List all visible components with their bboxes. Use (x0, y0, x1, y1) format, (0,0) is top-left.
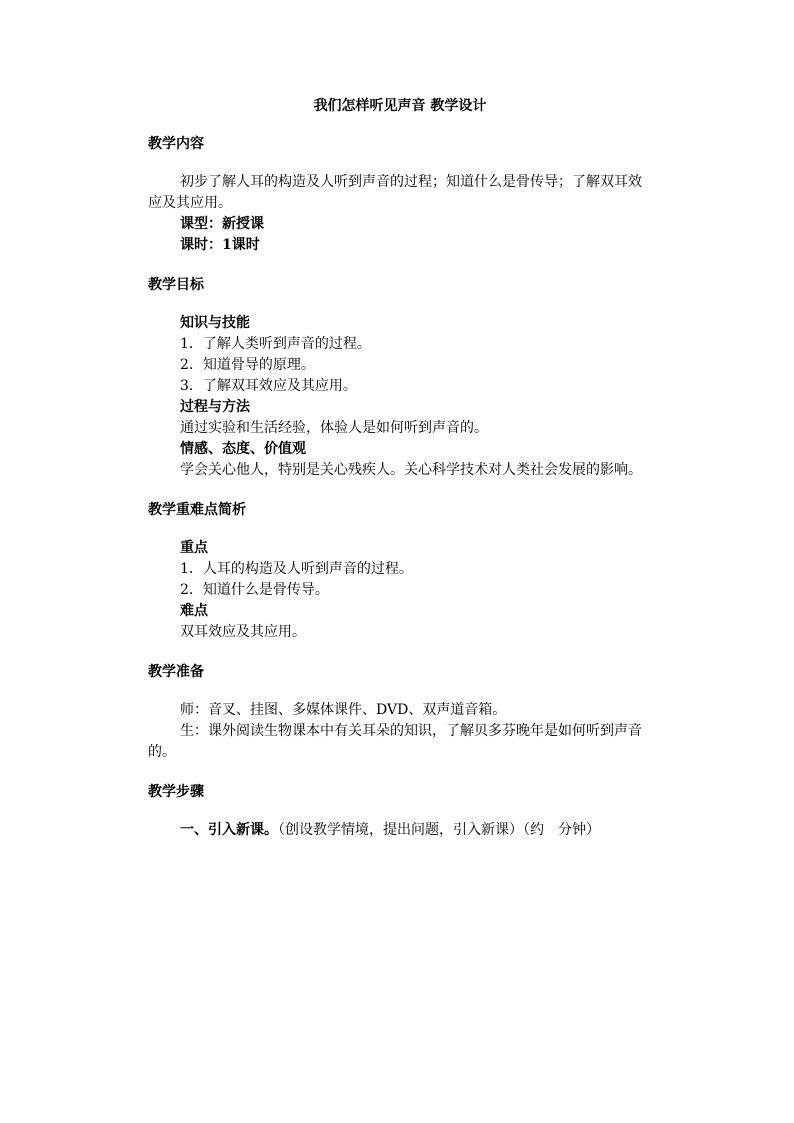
step-1-note: （创设教学情境，提出问题，引入新课）（约 分钟） (278, 822, 600, 838)
teacher-preparation: 师：音叉、挂图、多媒体课件、DVD、双声道音箱。 (180, 702, 507, 718)
knowledge-item: 3．了解双耳效应及其应用。 (180, 378, 357, 394)
document-page (148, 96, 652, 841)
focus-item: 1．人耳的构造及人听到声音的过程。 (180, 561, 413, 577)
difficulty-text: 双耳效应及其应用。 (180, 624, 306, 640)
emotion-text: 学会关心他人，特别是关心残疾人。关心科学技术对人类社会发展的影响。 (180, 462, 642, 478)
lesson-hours: 课时：1课时 (180, 237, 260, 253)
knowledge-item: 2．知道骨导的原理。 (180, 357, 315, 373)
focus-item: 2．知道什么是骨传导。 (180, 582, 329, 598)
section-heading-key-points: 教学重难点简析 (148, 502, 246, 518)
student-preparation: 生：课外阅读生物课本中有关耳朵的知识，了解贝多芬晚年是如何听到声音的。 (148, 723, 642, 760)
knowledge-heading: 知识与技能 (180, 315, 250, 331)
emotion-heading: 情感、态度、价值观 (180, 441, 306, 457)
focus-heading: 重点 (180, 540, 208, 556)
content-paragraph: 初步了解人耳的构造及人听到声音的过程；知道什么是骨传导；了解双耳效应及其应用。 (148, 174, 642, 211)
step-1-title: 一、引入新课。 (180, 822, 278, 838)
step-1 (148, 820, 652, 841)
process-text: 通过实验和生活经验，体验人是如何听到声音的。 (180, 420, 488, 436)
lesson-type: 课型：新授课 (180, 216, 264, 232)
difficulty-heading: 难点 (180, 603, 208, 619)
process-heading: 过程与方法 (180, 399, 250, 415)
document-title: 我们怎样听见声音 教学设计 (313, 98, 487, 114)
section-heading-preparation: 教学准备 (148, 664, 204, 680)
section-heading-goals: 教学目标 (148, 277, 204, 293)
section-heading-steps: 教学步骤 (148, 784, 204, 800)
section-heading-content: 教学内容 (148, 136, 204, 152)
knowledge-item: 1．了解人类听到声音的过程。 (180, 336, 371, 352)
